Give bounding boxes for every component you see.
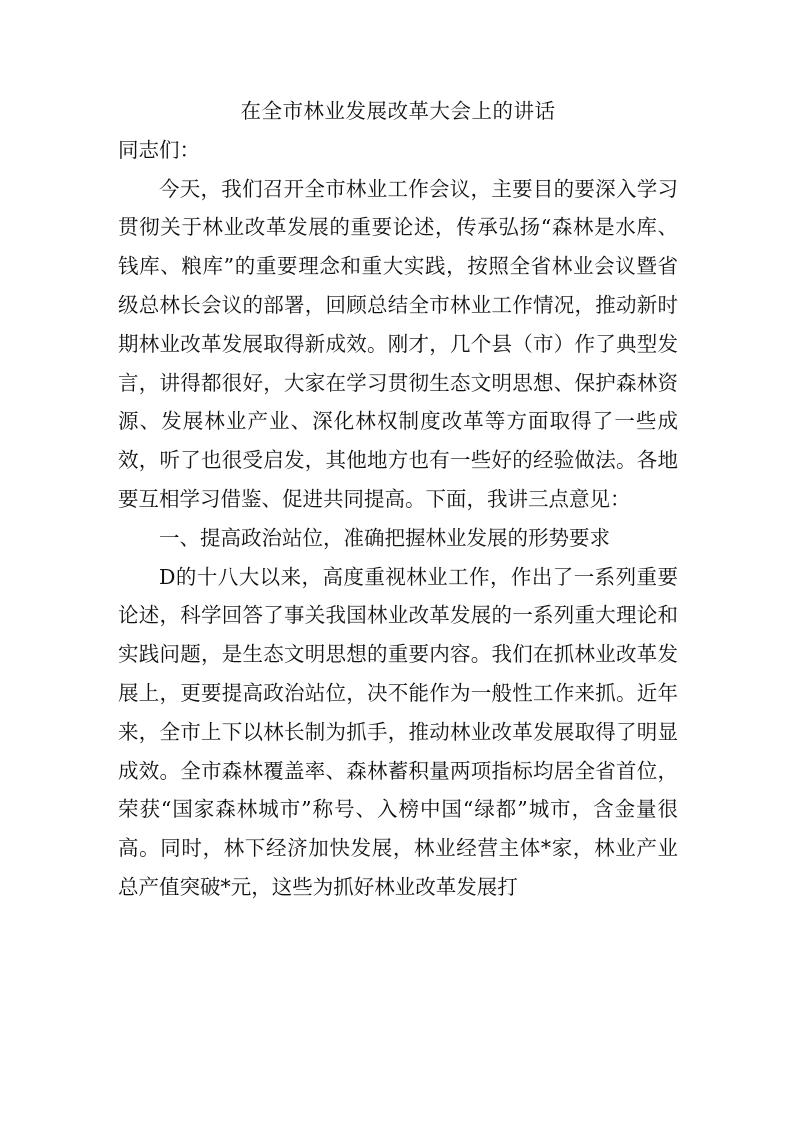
section-heading-1: 一、提高政治站位，准确把握林业发展的形势要求 <box>159 525 610 550</box>
paragraph-section-1: D的十八大以来，高度重视林业工作，作出了一系列重要论述，科学回答了事关我国林业改革发展的一系列重大理论和实践问题，是生态文明思想的重要内容。我们在抓林业改革发展上，更要提高政治站位，决不能作为一般性工作来抓。近年来，全市上下以林长制为抓手，推动林业改革发展取得了明显成效。全市森林覆盖率、森林蓄积量两项指标均居全省首位，荣获“国家森林城市”称号、入榜中国“绿都”城市，含金量很高。同时，林下经济加快发展，林业经营主体*家，林业产业总产值突破*元，这些为抓好林业改革发展打 <box>118 564 678 899</box>
salutation: 同志们： <box>118 137 200 162</box>
document-body <box>118 92 678 907</box>
document-title: 在全市林业发展改革大会上的讲话 <box>240 99 556 123</box>
paragraph-opening: 今天，我们召开全市林业工作会议，主要目的要深入学习贯彻关于林业改革发展的重要论述，传承弘扬“森林是水库、钱库、粮库”的重要理念和重大实践，按照全省林业会议暨省级总林长会议的部署，回顾总结全市林业工作情况，推动新时期林业改革发展取得新成效。刚才，几个县（市）作了典型发言，讲得都很好，大家在学习贯彻生态文明思想、保护森林资源、发展林业产业、深化林权制度改革等方面取得了一些成效，听了也很受启发，其他地方也有一些好的经验做法。各地要互相学习借鉴、促进共同提高。下面，我讲三点意见： <box>118 176 678 511</box>
